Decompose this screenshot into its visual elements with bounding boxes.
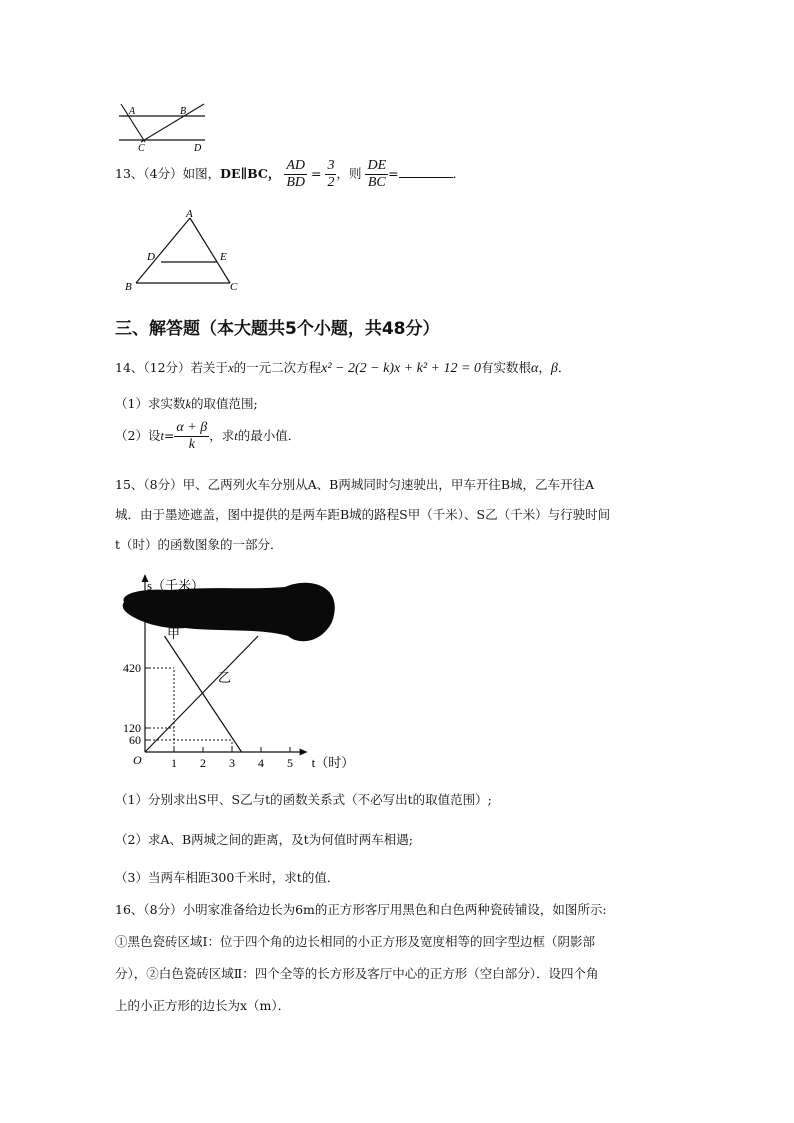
q14-beta: β <box>550 361 558 376</box>
series-label-2: 乙 <box>218 670 232 685</box>
q16-line-2: ①黑色瓷砖区域Ⅰ：位于四个角的边长相同的小正方形及宽度相等的回字型边框（阴影部 <box>115 934 595 949</box>
x-tick-label-3: 3 <box>229 756 235 770</box>
q13-f2-num: 3 <box>325 158 336 175</box>
origin-label: O <box>133 753 142 767</box>
q14-alpha: α <box>530 361 539 376</box>
q13-prefix: 13、（4分）如图， <box>115 166 221 182</box>
fig13-side-ab <box>136 218 190 283</box>
ink-blot <box>123 583 335 642</box>
q14-roots-text: 有实数根 <box>480 360 531 375</box>
y-tick-label-120: 120 <box>123 721 141 735</box>
q13-f3-den: BC <box>367 175 386 191</box>
q14-fraction <box>174 420 209 453</box>
q13-f1-den: BD <box>286 175 305 191</box>
q13-equals-2: = <box>388 166 399 182</box>
q15-part-1: （1）分别求出S甲、S乙与t的函数关系式（不必写出t的取值范围）; <box>115 792 492 807</box>
q14-p2-t2: t <box>234 429 238 444</box>
q14-comma: ， <box>538 360 551 375</box>
y-tick-label-60: 60 <box>129 733 141 747</box>
fig12-label-a: A <box>129 106 136 117</box>
q16-line-4: 上的小正方形的边长为x（m）． <box>115 998 291 1013</box>
x-tick-label-5: 5 <box>287 756 293 770</box>
q13-fraction-ad-bd <box>284 158 307 191</box>
question-13 <box>115 158 465 191</box>
q13-f3-num: DE <box>365 158 388 175</box>
q16-line-3: 分），②白色瓷砖区域Ⅱ：四个全等的长方形及客厅中心的正方形（空白部分）．设四个角 <box>115 966 599 981</box>
q15-part-3: （3）当两车相距300千米时，求t的值． <box>115 870 340 885</box>
chart-series <box>145 626 258 752</box>
question-14-part-2 <box>115 420 300 453</box>
q14-mid: 的一元二次方程 <box>233 360 322 375</box>
x-axis-arrow <box>300 749 308 756</box>
y-tick-label-420: 420 <box>123 661 141 675</box>
q14-p1-a: （1）求实数 <box>115 396 186 411</box>
q13-condition: DE∥BC， <box>220 166 281 182</box>
q16-line-1: 16、（8分）小明家准备给边长为6m的正方形客厅用黑色和白色两种瓷砖铺设，如图所示: <box>115 902 607 917</box>
q15-line-3: t（时）的函数图象的一部分． <box>115 537 283 552</box>
series-label-1: 甲 <box>167 626 181 641</box>
x-tick-label-1: 1 <box>171 756 177 770</box>
fig12-label-d: D <box>194 143 202 152</box>
q14-p2-eq: = <box>163 428 175 444</box>
q14-dot: ． <box>557 360 571 375</box>
q13-f1-num: AD <box>284 158 307 175</box>
fig13-label-d: D <box>147 251 155 263</box>
q13-f2-den: 2 <box>327 175 335 191</box>
x-tick-label-2: 2 <box>200 756 206 770</box>
q14-p1-b: 的取值范围; <box>191 396 258 411</box>
y-axis-label: s（千米） <box>147 578 205 593</box>
q13-fraction-de-bc <box>365 158 388 191</box>
q14-frac-den: k <box>188 437 195 453</box>
q13-end: ． <box>452 166 466 182</box>
q15-line-1: 15、（8分）甲、乙两列火车分别从A、B两城同时匀速驶出，甲车开往B城，乙车开往A <box>115 477 595 492</box>
q14-p2-c: 的最小值． <box>237 428 301 444</box>
section-heading-3: 三、解答题（本大题共5个小题，共48分） <box>115 319 440 339</box>
q14-p1-k: k <box>185 397 192 411</box>
fig13-label-b: B <box>125 281 132 293</box>
q14-p2-t: t <box>160 429 164 444</box>
fig13-label-e: E <box>220 251 227 263</box>
x-tick-label-4: 4 <box>258 756 264 770</box>
question-14 <box>115 358 570 377</box>
q13-answer-blank[interactable] <box>399 167 453 178</box>
q14-prefix: 14、（12分）若关于 <box>115 360 229 375</box>
q14-equation: x² − 2(2 − k)x + k² + 12 = 0 <box>321 361 481 376</box>
q13-fraction-3-2 <box>325 158 336 191</box>
q14-p2-a: （2）设 <box>115 428 161 444</box>
q14-x: x <box>228 361 234 375</box>
chart-ticks <box>123 661 293 770</box>
q13-equals: = <box>310 166 322 182</box>
fig12-line-bc <box>141 104 204 142</box>
figure-q12 <box>112 100 212 152</box>
question-14-part-1 <box>115 394 258 412</box>
series-line-1 <box>164 636 241 752</box>
distance-time-chart <box>110 572 360 777</box>
fig12-label-c: C <box>138 143 145 152</box>
q15-part-2: （2）求A、B两城之间的距离，及t为何值时两车相遇; <box>115 832 413 847</box>
q14-p2-b: ，求 <box>209 428 235 444</box>
q13-then: ，则 <box>336 166 362 182</box>
series-line-2 <box>145 636 258 752</box>
figure-q13 <box>120 208 245 294</box>
q15-line-2: 城．由于墨迹遮盖，图中提供的是两车距B城的路程S甲（千米）、S乙（千米）与行驶时间 <box>115 507 611 522</box>
q14-frac-num: α + β <box>174 420 209 437</box>
fig13-label-c: C <box>230 281 238 293</box>
fig13-label-a: A <box>186 208 193 220</box>
fig12-label-b: B <box>180 106 187 117</box>
x-axis-label: t（时） <box>311 755 355 770</box>
